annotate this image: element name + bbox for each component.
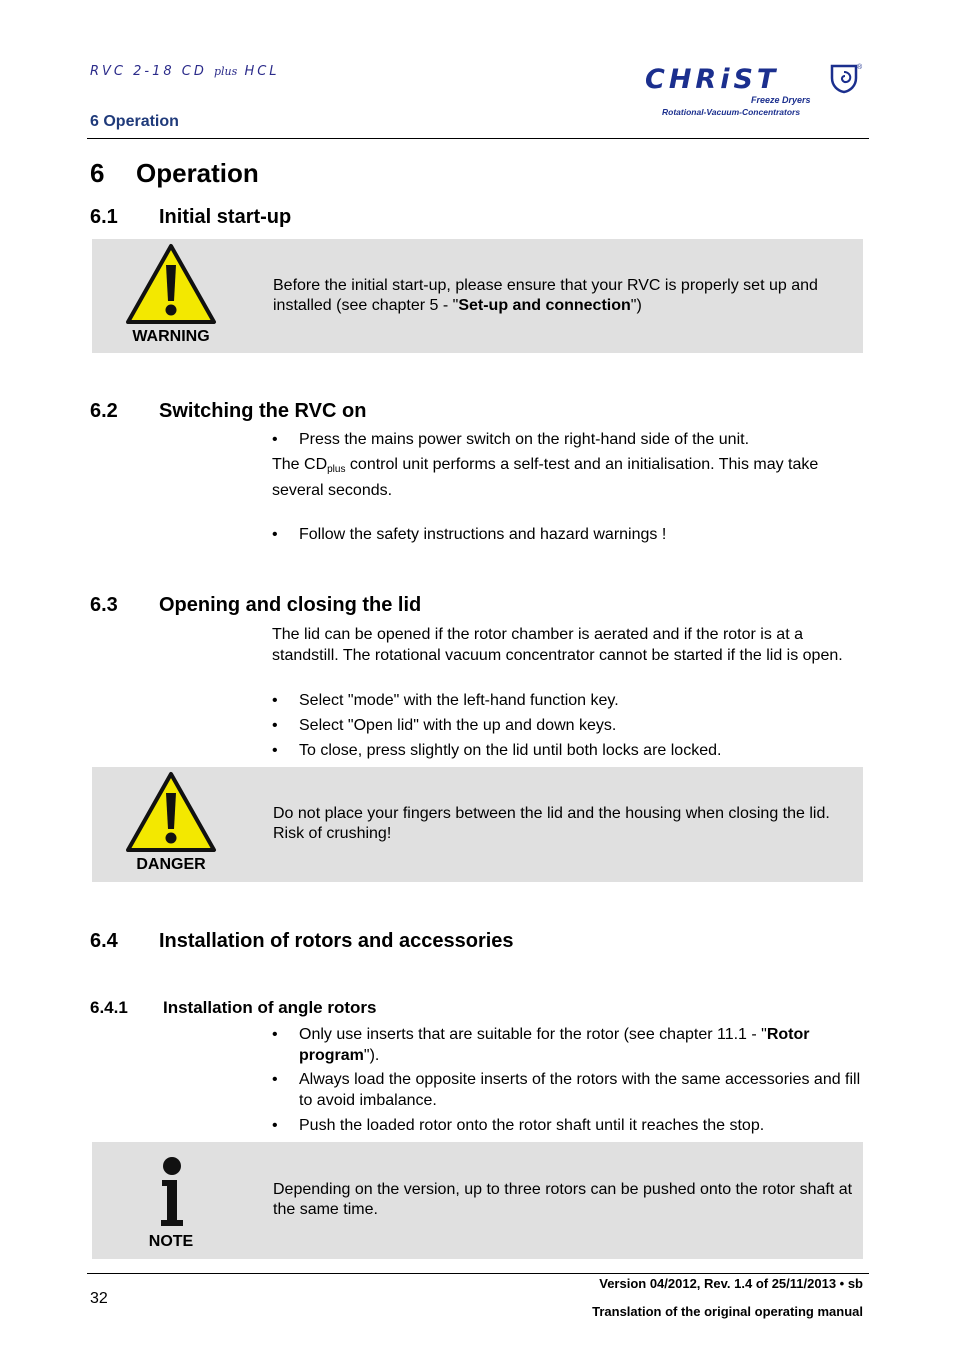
danger-label: DANGER [136, 856, 206, 873]
note-label: NOTE [148, 1233, 194, 1250]
warning-label: WARNING [132, 328, 210, 345]
christ-logo: CHRiST [645, 64, 780, 95]
subsection-heading-6-4-1: 6.4.1 Installation of angle rotors [90, 998, 377, 1017]
section-heading-6-4: 6.4 Installation of rotors and accessories [90, 930, 514, 952]
translation-note: Translation of the original operating manual [592, 1304, 863, 1319]
list-item: • Always load the opposite inserts of the rotors with the same accessories and fill to avoid imbalance. [272, 1071, 861, 1109]
footer-divider [87, 1273, 869, 1274]
list-item: • Select "Open lid" with the up and down keys. [272, 717, 617, 734]
note-box [92, 1142, 863, 1259]
header-divider [87, 138, 869, 139]
list-item: • Push the loaded rotor onto the rotor shaft until it reaches the stop. [272, 1117, 765, 1134]
registered-mark: ® [857, 64, 863, 71]
page-number: 32 [90, 1290, 108, 1307]
info-icon [158, 1156, 186, 1228]
running-header-section: 6 Operation [90, 113, 179, 130]
danger-triangle-icon [125, 771, 217, 853]
logo-subtitle-freeze-dryers: Freeze Dryers [751, 95, 811, 105]
warning-text: Before the initial start-up, please ensure that your RVC is properly set up and installed (see chapter 5 - "Set-up and connection") [273, 277, 818, 314]
list-item: • To close, press slightly on the lid until both locks are locked. [272, 742, 722, 759]
danger-text: Do not place your fingers between the lid and the housing when closing the lid. Risk of crushing! [273, 805, 830, 842]
section-heading-6-3: 6.3 Opening and closing the lid [90, 594, 422, 616]
warning-triangle-icon [125, 243, 217, 325]
paragraph: The lid can be opened if the rotor chamber is aerated and if the rotor is at a standstill. The rotational vacuum concentrator cannot be started if the lid is open. [272, 626, 843, 664]
version-info: Version 04/2012, Rev. 1.4 of 25/11/2013 • sb [599, 1276, 863, 1291]
section-heading-6-1: 6.1 Initial start-up [90, 206, 292, 228]
chapter-heading: 6 Operation [90, 158, 259, 188]
list-item: • Press the mains power switch on the right-hand side of the unit. [272, 431, 750, 448]
product-name: RVC 2-18 CD plus HCL [90, 64, 280, 79]
list-item: • Follow the safety instructions and hazard warnings ! [272, 526, 667, 543]
logo-subtitle-rvc: Rotational-Vacuum-Concentrators [662, 107, 801, 117]
danger-box [92, 767, 863, 882]
paragraph: The $CD_{plus}$ control unit performs a self-test and an initialisation. This may take several seconds. [272, 456, 819, 499]
warning-box [92, 239, 863, 353]
list-item: • Only use inserts that are suitable for the rotor (see chapter 11.1 - "Rotor program"). [272, 1026, 810, 1064]
note-text: Depending on the version, up to three rotors can be pushed onto the rotor shaft at the same time. [273, 1181, 853, 1218]
section-heading-6-2: 6.2 Switching the RVC on [90, 400, 367, 422]
list-item: • Select "mode" with the left-hand function key. [272, 692, 619, 709]
